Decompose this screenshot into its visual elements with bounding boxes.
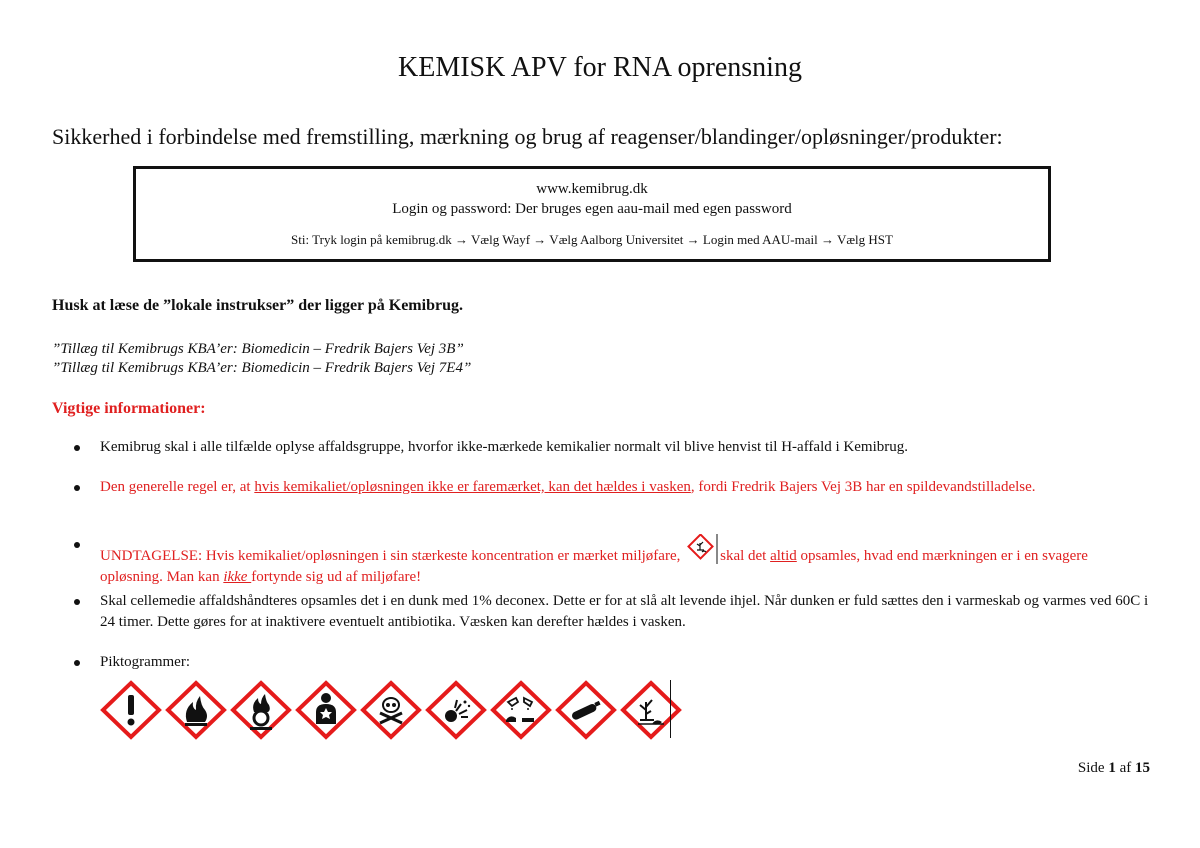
exclamation-mark-icon: [100, 680, 162, 740]
page-label: Side: [1077, 760, 1105, 776]
cursor-line: [670, 680, 671, 738]
skull-crossbones-icon: [360, 680, 422, 740]
bullet-dot: [74, 660, 80, 666]
sink-rule-underlined: hvis kemikaliet/opløsningen ikke er faremærket, kan det hældes i vasken: [254, 479, 691, 495]
instruction-doc-7e4: ”Tillæg til Kemibrugs KBA’er: Biomedicin – Fredrik Bajers Vej 7E4”: [52, 360, 472, 376]
bullet-dot: [74, 599, 80, 605]
environment-icon: [620, 680, 682, 740]
health-hazard-icon: [295, 680, 357, 740]
text-fragment: fortynde sig ud af miljøfare!: [251, 569, 422, 585]
bullet-text: [100, 477, 1150, 498]
page-total: 15: [1135, 760, 1150, 776]
instruction-doc-3b: ”Tillæg til Kemibrugs KBA’er: Biomedicin – Fredrik Bajers Vej 3B”: [52, 341, 464, 357]
gas-cylinder-icon: [555, 680, 617, 740]
environment-hazard-icon: [686, 534, 718, 564]
pictogram-row: [100, 680, 680, 740]
bullet-dot: [74, 542, 80, 548]
exploding-bomb-icon: [425, 680, 487, 740]
text-fragment: Den generelle regel er, at: [100, 479, 255, 495]
login-info: Login og password: Der bruges egen aau-mail med egen password: [392, 201, 792, 217]
page-footer: [1078, 760, 1150, 777]
text-fragment: UNDTAGELSE: Hvis kemikaliet/opløsningen i sin stærkeste koncentration er mærket miljøfare,: [100, 548, 685, 564]
text-fragment: , fordi Fredrik Bajers Vej 3B har en spildevandstilladelse.: [690, 479, 1036, 495]
login-info-box: [133, 166, 1051, 262]
bullet-text: Skal cellemedie affaldshåndteres opsamles det i en dunk med 1% deconex. Dette er for at slå alt levende ihjel. Når dunken er fuld sættes den i varmeskab og varmes ved 60C i 24 timer. Dette gøres for at inaktivere eventuelt antibiotika. Væsken kan derefter hældes i vasken.: [100, 593, 1149, 630]
flame-over-circle-icon: [230, 680, 292, 740]
instructions-heading: Husk at læse de ”lokale instrukser” der ligger på Kemibrug.: [52, 297, 463, 314]
login-path: Sti: Tryk login på kemibrug.dk → Vælg Wayf → Vælg Aalborg Universitet → Login med AAU-mail → Vælg HST: [291, 232, 893, 247]
bullet-dot: [74, 445, 80, 451]
ikke-underlined: ikke: [223, 569, 252, 585]
flame-icon: [165, 680, 227, 740]
text-fragment: skal det: [720, 548, 771, 564]
subtitle: Sikkerhed i forbindelse med fremstilling, mærkning og brug af reagenser/blandinger/opløsninger/produkter:: [52, 124, 1003, 149]
important-heading: Vigtige informationer:: [52, 400, 206, 417]
bullet-text: Piktogrammer:: [100, 654, 190, 670]
altid-underlined: altid: [770, 548, 797, 564]
page-number: 1: [1108, 760, 1116, 776]
page-title: KEMISK APV for RNA oprensning: [398, 52, 802, 83]
bullet-text: Kemibrug skal i alle tilfælde oplyse affaldsgruppe, hvorfor ikke-mærkede kemikalier normalt vil blive henvist til H-affald i Kemibrug.: [100, 439, 908, 455]
text-fragment: opsamles, hvad end mærkningen er i en svagere opløsning. Man kan: [100, 548, 1088, 585]
kemibrug-url[interactable]: www.kemibrug.dk: [536, 181, 648, 197]
bullet-dot: [74, 485, 80, 491]
of-label: af: [1119, 760, 1132, 776]
corrosion-icon: [490, 680, 552, 740]
bullet-text: [100, 534, 1150, 588]
